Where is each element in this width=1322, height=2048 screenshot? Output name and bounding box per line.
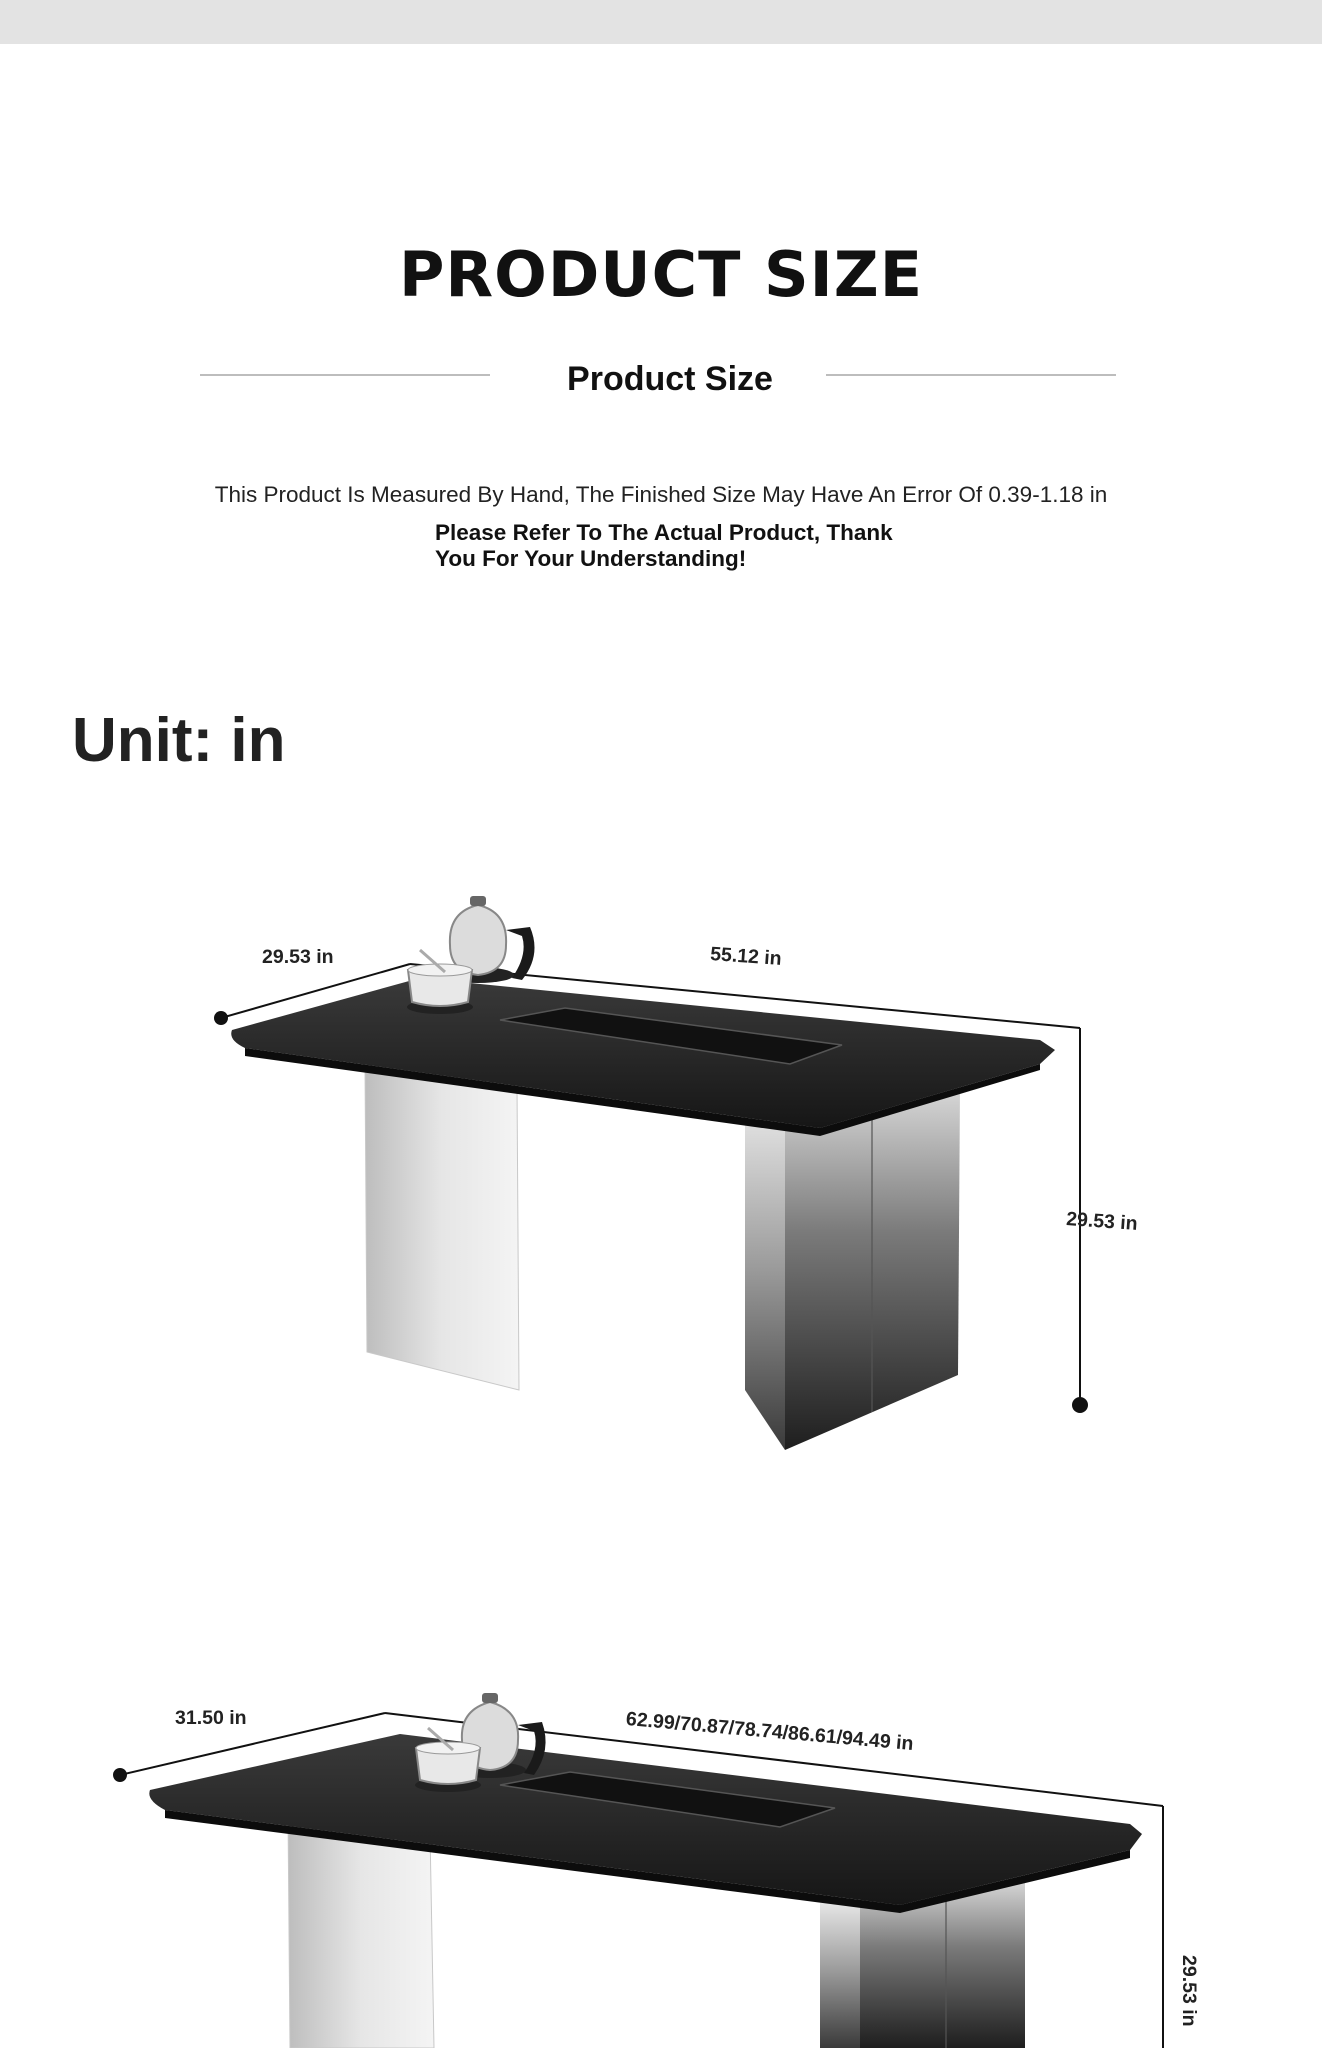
table-leg-left-1 bbox=[365, 1065, 519, 1390]
depth-label-2: 31.50 in bbox=[175, 1707, 247, 1729]
height-label-1: 29.53 in bbox=[1065, 1208, 1139, 1235]
unit-label: Unit: in bbox=[72, 706, 286, 775]
measurement-note: This Product Is Measured By Hand, The Finished Size May Have An Error Of 0.39-1.18 in bbox=[214, 482, 1108, 507]
length-label-2: 62.99/70.87/78.74/86.61/94.49 in bbox=[625, 1708, 915, 1756]
depth-dot-2 bbox=[113, 1768, 127, 1782]
length-label-1: 55.12 in bbox=[709, 943, 783, 970]
table-leg-right-side-2 bbox=[820, 1895, 860, 2048]
height-dot-1 bbox=[1072, 1397, 1088, 1413]
depth-dot-1 bbox=[214, 1011, 228, 1025]
section-subtitle: Product Size bbox=[567, 360, 773, 398]
table-diagram-2 bbox=[113, 1693, 1163, 2048]
refer-note: Please Refer To The Actual Product, Thank You For Your Understanding! bbox=[435, 520, 893, 571]
depth-label-1: 29.53 in bbox=[262, 946, 334, 968]
table-diagram-1 bbox=[214, 896, 1088, 1450]
table-leg-right-side-1 bbox=[745, 1090, 785, 1450]
height-label-2: 29.53 in bbox=[1178, 1955, 1200, 2027]
page-title: PRODUCT SIZE bbox=[398, 238, 924, 311]
